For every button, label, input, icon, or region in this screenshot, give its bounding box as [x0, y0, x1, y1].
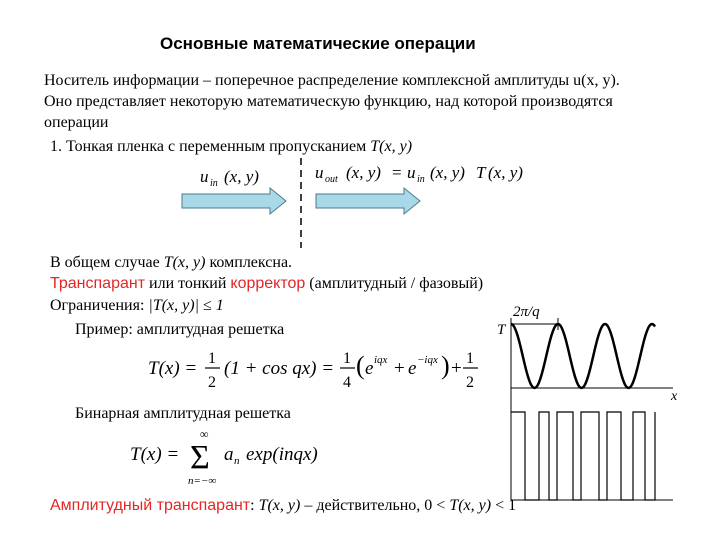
u-out-args: (x, y)	[346, 163, 381, 182]
u-out-subscript: out	[325, 174, 338, 185]
item-thin-film-func: T(x, y)	[370, 138, 413, 155]
formula1-e2: e	[408, 358, 417, 379]
transparency-rest: (амплитудный / фазовый)	[305, 275, 484, 292]
formula1-lhs: T(x) =	[148, 358, 198, 379]
transparency-line	[50, 275, 483, 293]
footer-colon: :	[250, 497, 259, 514]
formula1-quarter-den: 4	[343, 374, 351, 391]
formula2-a: a	[224, 444, 234, 465]
formula1-e1: e	[365, 358, 374, 379]
square-wave-curve	[511, 412, 655, 500]
footer-line	[50, 497, 516, 515]
formula1-half2-den: 2	[466, 374, 474, 391]
intro-paragraph	[44, 70, 704, 133]
constraint-text: Ограничения:	[50, 297, 149, 314]
formula2-sigma: Σ	[190, 439, 210, 476]
general-case-text: В общем случае	[50, 254, 164, 271]
constraint-line	[50, 297, 224, 315]
formula1-paren: (1 + cos qx) =	[224, 358, 335, 379]
cosine-formula	[148, 340, 478, 396]
formula2-lhs: T(x) =	[130, 444, 180, 465]
page-title: Основные математические операции	[160, 34, 476, 53]
item-thin-film-text: 1. Тонкая пленка с переменным пропусканием	[50, 138, 371, 155]
footer-term: Амплитудный транспарант	[50, 497, 251, 514]
period-label: 2π/q	[513, 304, 540, 320]
grating-graph	[495, 300, 695, 510]
corrector-term: корректор	[230, 275, 306, 292]
graph-y-label: T	[497, 322, 506, 338]
footer-func2: T(x, y)	[449, 497, 492, 514]
t-symbol: T	[476, 163, 486, 182]
formula1-plus1: +	[394, 358, 405, 379]
u-out-symbol: u	[315, 163, 324, 182]
formula1-open-paren: (	[356, 351, 365, 380]
graph-x-label: x	[671, 389, 678, 404]
binary-label: Бинарная амплитудная решетка	[75, 405, 291, 422]
formula1-half2-num: 1	[466, 350, 474, 367]
transparency-term: Транспарант	[50, 275, 146, 292]
formula2-exp: exp(inqx)	[246, 444, 318, 465]
general-case-rest: комплексна.	[205, 254, 293, 271]
u-in-symbol: u	[200, 167, 209, 186]
constraint-expr: |T(x, y)| ≤ 1	[148, 297, 224, 314]
formula1-exp-neg: −iqx	[417, 354, 438, 366]
equals-sign: =	[392, 163, 402, 182]
intro-line-3: операции	[44, 114, 109, 131]
output-arrow-icon	[316, 188, 420, 214]
formula1-close-paren: )	[441, 351, 450, 380]
formula2-lower: n=−∞	[188, 475, 217, 487]
u-in-args: (x, y)	[224, 167, 259, 186]
fourier-series-formula	[130, 428, 350, 488]
intro-line-2: Оно представляет некоторую математическую функцию, над которой производятся	[44, 93, 613, 110]
intro-line-1: Носитель информации – поперечное распределение комплексной амплитуды u(x, y).	[44, 72, 620, 89]
input-arrow-icon	[182, 188, 286, 214]
footer-end: < 1	[491, 497, 517, 514]
cosine-wave-curve	[511, 324, 655, 388]
formula1-quarter-num: 1	[343, 350, 351, 367]
u-in-args-rhs: (x, y)	[430, 163, 465, 182]
general-case-func: T(x, y)	[163, 254, 206, 271]
formula1-half-den: 2	[208, 374, 216, 391]
formula1-half-num: 1	[208, 350, 216, 367]
formula2-upper: ∞	[200, 428, 209, 441]
u-in-subscript-rhs: in	[417, 174, 425, 185]
formula1-exp-pos: iqx	[374, 354, 388, 366]
formula2-a-sub: n	[234, 455, 240, 467]
example-label: Пример: амплитудная решетка	[75, 321, 285, 338]
t-args: (x, y)	[488, 163, 523, 182]
footer-func: T(x, y)	[258, 497, 301, 514]
general-case-line	[50, 254, 292, 272]
footer-rest: – действительно, 0 <	[300, 497, 450, 514]
transparency-mid: или тонкий	[145, 275, 231, 292]
u-in-symbol-rhs: u	[407, 163, 416, 182]
thin-film-diagram	[170, 150, 550, 250]
formula1-plus2: +	[451, 358, 462, 379]
u-in-subscript: in	[210, 178, 218, 189]
